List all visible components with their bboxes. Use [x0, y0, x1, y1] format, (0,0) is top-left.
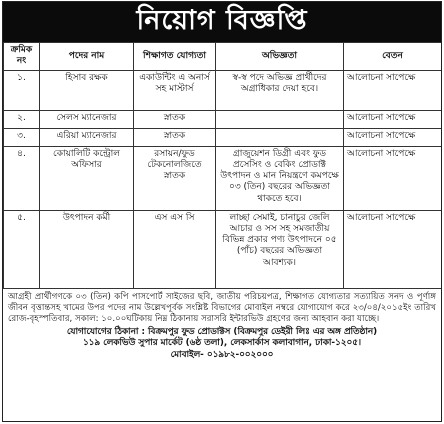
contact-line-mobile: মোবাইল- ০১৯৮২-০০২০০০: [170, 349, 274, 360]
column-header-qualification: শিক্ষাগত যোগ্যতা: [134, 43, 216, 71]
column-header-experience: অভিজ্ঞতা: [216, 43, 344, 71]
row-experience: [216, 128, 344, 146]
row-salary: আলোচনা সাপেক্ষে: [344, 146, 442, 210]
contact-line-address: ১১৯ লেকভিউ সুপার মার্কেট (৬ষ্ঠ তলা), লেকসার্কাস কলাবাগান, ঢাকা-১২০৫।: [82, 338, 362, 349]
table-row: [4, 70, 442, 110]
column-header-serial: ক্রমিক নং: [4, 43, 40, 71]
row-post: এরিয়া ম্যানেজার: [40, 128, 134, 146]
column-header-post: পদের নাম: [40, 43, 134, 71]
row-serial: ৫.: [4, 210, 40, 288]
row-experience: লাচ্ছা সেমাই, চানাচুর জেলি আচার ও সস সহ সমজাতীয় বিভিন্ন প্রকার পণ্য উৎপাদনে ০৫ (পাঁচ) বছরের অভিজ্ঞতা আবশ্যক।: [216, 210, 344, 288]
row-salary: আলোচনা সাপেক্ষে: [344, 110, 442, 128]
row-salary: আলোচনা সাপেক্ষে: [344, 128, 442, 146]
contact-address: [3, 326, 441, 362]
row-experience: [216, 110, 344, 128]
application-instructions: আগ্রহী প্রার্থীগণকে ০৩ (তিন) কপি পাসপোর্ট সাইজের ছবি, জাতীয় পরিচয়পত্র, শিক্ষাগত যোগ্যতার সত্যায়িত সনদ ও পূর্ণাঙ্গ জীবন বৃত্তান্তসহ খামের উপর পদের নাম উল্লেখপূর্বক সংশ্লিষ্ট বিভাগের মোবাইল নম্বরে যোগাযোগ করে ২৩/০৪/২০১৫ইং তারিখ রোজ-বৃহস্পতিবার, সকাল: ১০.০০ঘটিকায় নিম্ন ঠিকানায় সরাসরি ইন্টারভিউ গ্রহণের জন্য আহবান করা যাচ্ছে।: [8, 291, 436, 325]
table-row: [4, 146, 442, 210]
column-header-salary: বেতন: [344, 43, 442, 71]
row-salary: আলোচনা সাপেক্ষে: [344, 210, 442, 288]
row-serial: ২.: [4, 110, 40, 128]
table-row: [4, 128, 442, 146]
row-post: সেলস ম্যানেজার: [40, 110, 134, 128]
row-post: কোয়ালিটি কন্ট্রোল অফিসার: [40, 146, 134, 210]
row-qualification: এস এস সি: [134, 210, 216, 288]
contact-line-company: যোগাযোগের ঠিকানা : বিক্রমপুর ফুড প্রোডাক্টস (বিক্রমপুর ডেইরী লিঃ এর অঙ্গ প্রতিষ্ঠান): [66, 326, 378, 337]
row-qualification: স্নাতক: [134, 128, 216, 146]
row-qualification: একাউন্টিং এ অনার্স সহ মাস্টার্স: [134, 70, 216, 110]
table-header-row: [4, 43, 442, 71]
row-serial: ১.: [4, 70, 40, 110]
row-serial: ৩.: [4, 128, 40, 146]
row-qualification: স্নাতক: [134, 110, 216, 128]
row-post: উৎপাদন কর্মী: [40, 210, 134, 288]
row-serial: ৪.: [4, 146, 40, 210]
vacancy-table: [3, 42, 442, 289]
row-qualification: রসায়ন/ফুড টেকনোলজিতে স্নাতক: [134, 146, 216, 210]
row-experience: স্ব-স্ব পদে অভিজ্ঞ প্রার্থীদের অগ্রাধিকার দেয়া হবে।: [216, 70, 344, 110]
table-row: [4, 210, 442, 288]
row-post: হিসাব রক্ষক: [40, 70, 134, 110]
job-advertisement: [2, 1, 442, 422]
page-title: নিয়োগ বিজ্ঞপ্তি: [3, 2, 441, 42]
row-experience: গ্রাজুয়েশন ডিগ্রী এবং ফুড প্রসেসিং ও বেকিং প্রোডাক্ট উৎপাদন ও মান নিয়ন্ত্রণে কমপক্ষে ০৩ (তিন) বছরের অভিজ্ঞতা থাকতে হবে।: [216, 146, 344, 210]
table-row: [4, 110, 442, 128]
row-salary: আলোচনা সাপেক্ষে: [344, 70, 442, 110]
